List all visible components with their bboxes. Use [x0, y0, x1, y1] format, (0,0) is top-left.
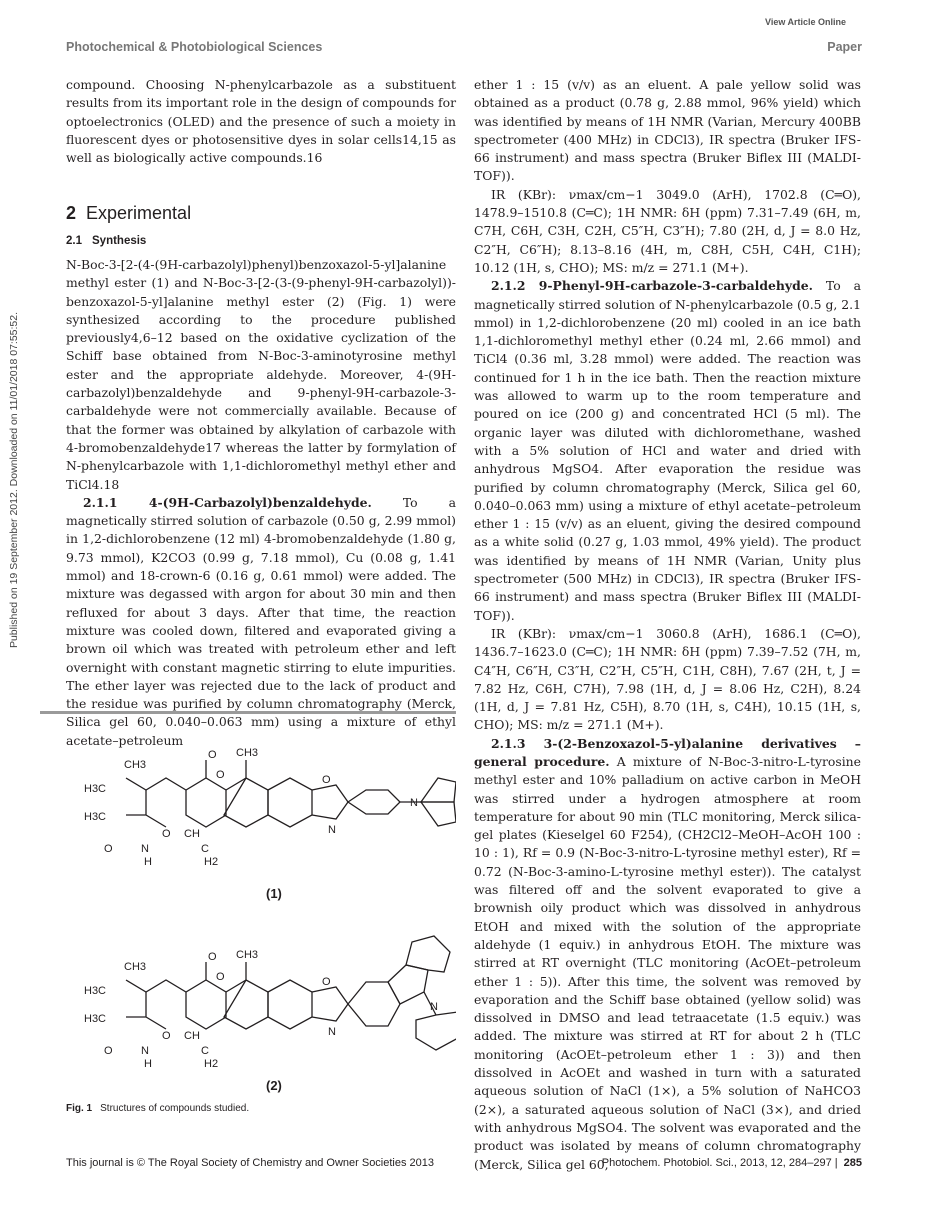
svg-text:O: O: [322, 774, 331, 786]
procedure-2-1-3-body: A mixture of N-Boc-3-nitro-L-tyrosine methyl ester and 10% palladium on active carbon in MeOH was stirred under a hydrogen atmosphere at room temperature for about 90 min (TLC monitoring, Merck silica-gel plates (Kieselgel 60 F254), (CH2Cl2–MeOH–AcOH 100 : 10 : 1), Rf = 0.9 (N-Boc-3-nitro-L-tyrosine methyl ester), Rf = 0.72 (N-Boc-3-amino-L-tyrosine methyl ester)). The catalyst was filtered off and the solvent evaporated to give a brownish oily product which was dissolved in anhydrous EtOH and mixed with the solution of the appropriate aldehyde (1 equiv.) in anhydrous EtOH. The mixture was stirred at RT overnight (TLC monitoring (AcOEt–petroleum ether 1 : 5)). After this time, the solvent was removed by evaporation and the Schiff base obtained (yellow solid) was dissolved in DMSO and lead tetraacetate (1.5 equiv.) was added. The mixture was stirred at RT for about 2 h (TLC monitoring (AcOEt–petroleum ether 1 : 3)) and then dissolved in AcOEt and washed in turn with a saturated aqueous solution of NaCl (1×), a 5% solution of NaHCO3 (2×), a saturated aqueous solution of NaCl (3×), and dried with anhydrous MgSO4. The solvent was evaporated and the product was isolated by means of column chromatography (Merck, Silica gel 60,: [474, 753, 861, 1172]
section-title: Experimental: [86, 203, 192, 223]
page-number: 285: [843, 1157, 862, 1169]
svg-text:N: N: [430, 1001, 438, 1013]
intro-paragraph: [66, 76, 456, 167]
procedure-2-1-2: [474, 277, 861, 625]
characterization-2-1-2: IR (KBr): νmax/cm−1 3060.8 (ArH), 1686.1 (C═O), 1436.7–1623.0 (C═C); 1H NMR: δH (ppm) 7.39–7.52 (7H, m, C4″H, C6″H, C3″H, C2″H, C5″H, C1H, C8H), 7.67 (2H, t, J = 7.82 Hz, C6H, C7H), 7.98 (1H, d, J = 8.06 Hz, C2H), 8.24 (1H, d, J = 7.81 Hz, C5H), 8.70 (1H, s, C4H), 10.15 (1H, s, CHO); MS: m/z = 271.1 (M+).: [474, 625, 861, 733]
svg-text:H: H: [144, 856, 152, 868]
svg-text:O: O: [216, 971, 225, 983]
procedure-2-1-1-continued: ether 1 : 15 (v/v) as an eluent. A pale yellow solid was obtained as a product (0.78 g, 2.88 mmol, 96% yield) which was identified by means of 1H NMR (Varian, Mercury 400BB spectrometer (400 MHz) in CDCl3), IR spectra (Bruker IFS-66 instrument) and mass spectra (Bruker Biflex III (MALDI-TOF)).: [474, 77, 861, 184]
svg-text:N: N: [328, 824, 336, 836]
svg-text:CH3: CH3: [236, 949, 259, 961]
figure-1: [66, 720, 456, 1100]
svg-text:CH: CH: [184, 828, 200, 840]
chemical-structures: [66, 720, 456, 1100]
svg-text:O: O: [162, 828, 171, 840]
publication-stamp: [4, 270, 24, 690]
characterization-2-1-1: IR (KBr): νmax/cm−1 3049.0 (ArH), 1702.8 (C═O), 1478.9–1510.8 (C═C); 1H NMR: δH (ppm) 7.31–7.49 (6H, m, C7H, C6H, C3H, C2H, C5″H, C3″H); 7.80 (2H, d, J = 8.0 Hz, C2″H, C6″H); 8.13–8.16 (4H, m, C8H, C5H, C4H, C1H); 10.12 (1H, s, CHO); MS: m/z = 271.1 (M+).: [474, 186, 861, 275]
svg-text:H2: H2: [204, 856, 219, 868]
svg-text:O: O: [104, 843, 113, 855]
figure-label-1: (1): [266, 886, 282, 901]
svg-text:N: N: [410, 797, 418, 809]
procedure-2-1-1-title: 2.1.1 4-(9H-Carbazolyl)benzaldehyde.: [83, 494, 372, 510]
svg-text:C: C: [201, 1045, 209, 1057]
view-article-online-link[interactable]: View Article Online: [765, 17, 847, 27]
subsection-title: Synthesis: [92, 235, 147, 247]
svg-text:CH3: CH3: [124, 759, 147, 771]
right-column: [474, 76, 861, 1174]
section-number: 2: [66, 203, 77, 223]
procedure-2-1-3: [474, 735, 861, 1174]
svg-text:O: O: [208, 749, 217, 761]
svg-text:CH3: CH3: [124, 961, 147, 973]
svg-text:H3C: H3C: [84, 811, 107, 823]
figure-label-2: (2): [266, 1078, 282, 1093]
synthesis-paragraph: N-Boc-3-[2-(4-(9H-carbazolyl)phenyl)benzoxazol-5-yl]alanine methyl ester (1) and N-Boc-3-[2-(3-(9-phenyl-9H-carbazolyl))-benzoxazol-5-yl]alanine methyl ester (2) (Fig. 1) were synthesized according to the procedure published previously4,6–12 based on the oxidative cyclization of the Schiff base obtained from N-Boc-3-aminotyrosine methyl ester and the appropriate aldehyde. Moreover, 4-(9H-carbazolyl)benzaldehyde and 9-phenyl-9H-carbazole-3-carbaldehyde were not commercially available. Because of that the former was obtained by alkylation of carbazole with 4-bromobenzaldehyde17 whereas the latter by formylation of N-phenylcarbazole with 1,1-dichloromethyl methyl ether and TiCl4.18: [66, 257, 456, 492]
svg-text:O: O: [216, 769, 225, 781]
svg-text:H3C: H3C: [84, 985, 107, 997]
svg-text:O: O: [104, 1045, 113, 1057]
svg-text:H3C: H3C: [84, 1013, 107, 1025]
procedure-2-1-2-body: To a magnetically stirred solution of N-phenylcarbazole (0.5 g, 2.1 mmol) in 1,2-dichlorobenzene (20 ml) cooled in an ice bath 1,1-dichloromethyl methyl ether (0.24 ml, 2.66 mmol) and TiCl4 (0.36 ml, 3.28 mmol) were added. The reaction was continued for 1 h in the ice bath. Then the reaction mixture was allowed to warm up to the room temperature and poured on ice (200 g) and concentrated HCl (5 ml). The organic layer was diluted with dichloromethane, washed with a 5% solution of HCl and water and dried with anhydrous MgSO4. After evaporation the residue was purified by column chromatography (Merck, Silica gel 60, 0.040–0.063 mm) using a mixture of ethyl acetate–petroleum ether 1 : 15 (v/v) as an eluent, giving the desired compound as a white solid (0.27 g, 1.03 mmol, 49% yield). The product was identified by means of 1H NMR (Varian, Unity plus spectrometer (500 MHz) in CDCl3), IR spectra (Bruker IFS-66 instrument) and mass spectra (Bruker Biflex III (MALDI-TOF)).: [474, 278, 861, 623]
footer-citation: [602, 1157, 862, 1169]
svg-text:CH3: CH3: [236, 747, 259, 759]
svg-text:H2: H2: [204, 1058, 219, 1070]
figure-caption: [66, 1103, 249, 1114]
procedure-2-1-2-title: 2.1.2 9-Phenyl-9H-carbazole-3-carbaldehyde.: [491, 278, 813, 294]
figure-rule: [40, 711, 456, 714]
procedure-2-1-3-title: 2.1.3 3-(2-Benzoxazol-5-yl)alanine derivatives – general procedure.: [474, 735, 861, 769]
svg-text:H: H: [144, 1058, 152, 1070]
subsection-heading: [66, 235, 146, 247]
intro-text: compound. Choosing N-phenylcarbazole as a substituent results from its important role in the design of compounds for optoelectronics (OLED) and the presence of such a moiety in fluorescent dyes or photosensitive dyes in solar cells14,15 as well as biologically active compounds.16: [66, 77, 456, 166]
svg-text:N: N: [141, 843, 149, 855]
svg-text:C: C: [201, 843, 209, 855]
procedure-2-1-1-body: To a magnetically stirred solution of carbazole (0.50 g, 2.99 mmol) in 1,2-dichlorobenzene (12 ml) 4-bromobenzaldehyde (1.80 g, 9.73 mmol), K2CO3 (0.99 g, 7.18 mmol), Cu (0.08 g, 1.41 mmol) and 18-crown-6 (0.16 g, 0.61 mmol) were added. The mixture was degassed with argon for about 30 min and then refluxed for about 3 days. After that time, the reaction mixture was cooled down, filtered and evaporated giving a brown oil which was treated with petroleum ether and left overnight with constant magnetic stirring to elute impurities. The ether layer was rejected due to the lack of product and the residue was purified by column chromatography (Merck, Silica gel 60, 0.040–0.063 mm) using a mixture of ethyl acetate–petroleum: [66, 494, 456, 748]
svg-text:O: O: [162, 1030, 171, 1042]
publication-stamp-text: Published on 19 September 2012. Downloaded on 11/01/2018 07:55:52.: [8, 311, 20, 649]
svg-text:N: N: [328, 1026, 336, 1038]
section-running-head: Paper: [827, 40, 862, 54]
section-heading: [66, 203, 191, 224]
footer-copyright: This journal is © The Royal Society of Chemistry and Owner Societies 2013: [66, 1157, 435, 1169]
synthesis-text: [66, 256, 456, 750]
subsection-number: 2.1: [66, 235, 82, 247]
svg-text:O: O: [208, 951, 217, 963]
footer-citation-text: Photochem. Photobiol. Sci., 2013, 12, 284–297 |: [601, 1157, 838, 1169]
figure-caption-text: Structures of compounds studied.: [100, 1103, 250, 1114]
svg-text:CH: CH: [184, 1030, 200, 1042]
svg-text:O: O: [322, 976, 331, 988]
figure-caption-number: Fig. 1: [66, 1103, 93, 1114]
journal-running-head: Photochemical & Photobiological Sciences: [66, 40, 323, 54]
svg-text:N: N: [141, 1045, 149, 1057]
svg-text:H3C: H3C: [84, 783, 107, 795]
